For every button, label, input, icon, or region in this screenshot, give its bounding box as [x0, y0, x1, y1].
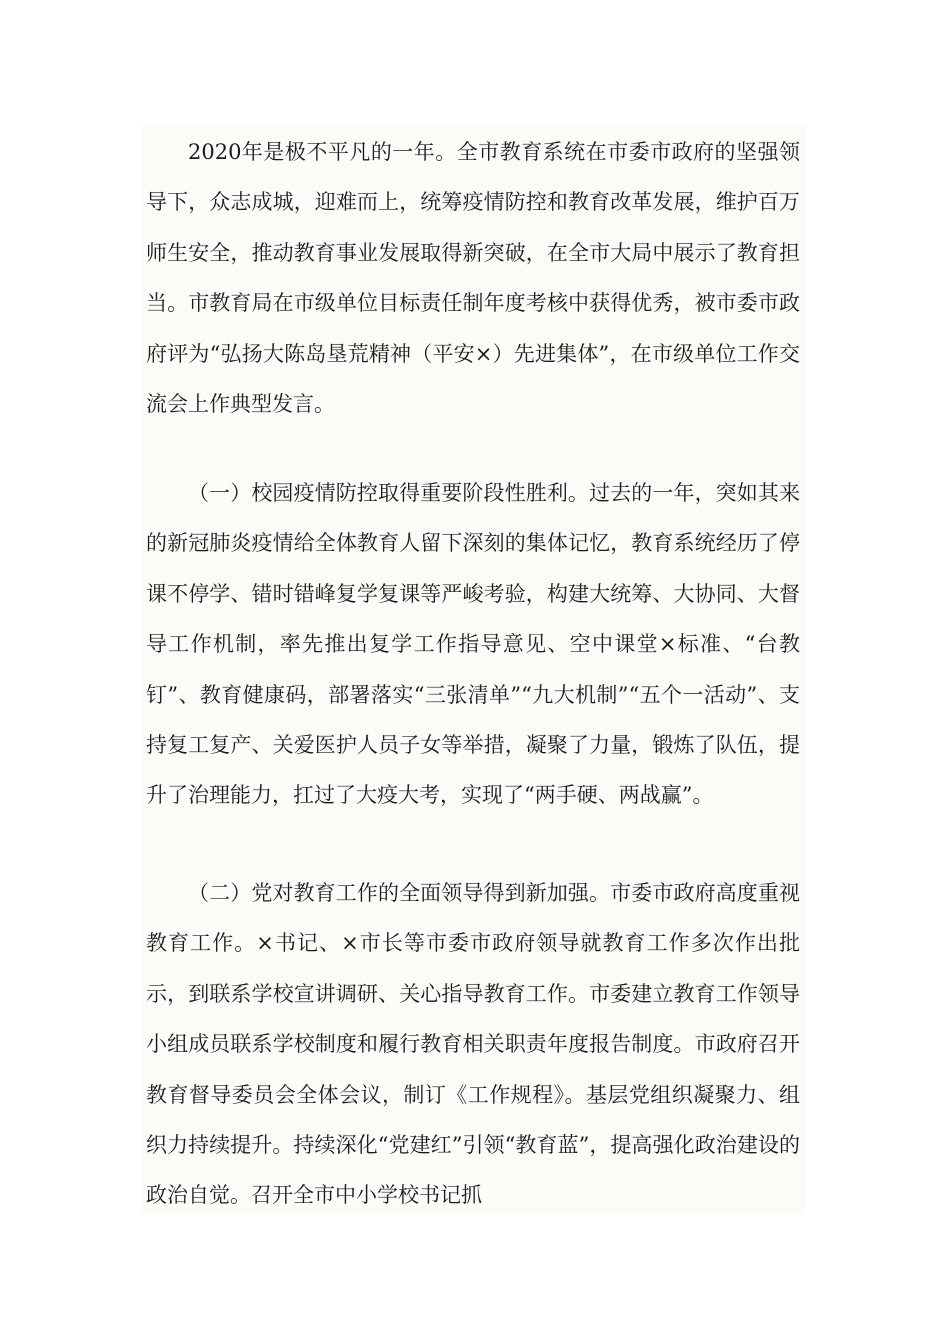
paragraph-section-2: （二）党对教育工作的全面领导得到新加强。市委市政府高度重视教育工作。×书记、×市长等市委市政府领导就教育工作多次作出批示，到联系学校宣讲调研、关心指导教育工作。市委建立教育工作领导小组成员联系学校制度和履行教育相关职责年度报告制度。市政府召开教育督导委员会全体会议，制订《工作规程》。基层党组织凝聚力、组织力持续提升。持续深化“党建红”引领“教育蓝”，提高强化政治建设的政治自觉。召开全市中小学校书记抓 — [146, 881, 800, 1208]
paragraph-intro: 2020年是极不平凡的一年。全市教育系统在市委市政府的坚强领导下，众志成城，迎难而上，统筹疫情防控和教育改革发展，维护百万师生安全，推动教育事业发展取得新突破，在全市大局中展示了教育担当。市教育局在市级单位目标责任制年度考核中获得优秀，被市委市政府评为“弘扬大陈岛垦荒精神（平安×）先进集体”，在市级单位工作交流会上作典型发言。 — [146, 140, 800, 417]
paragraph-section-1: （一）校园疫情防控取得重要阶段性胜利。过去的一年，突如其来的新冠肺炎疫情给全体教育人留下深刻的集体记忆，教育系统经历了停课不停学、错时错峰复学复课等严峻考验，构建大统筹、大协同、大督导工作机制，率先推出复学工作指导意见、空中课堂×标准、“台教钉”、教育健康码，部署落实“三张清单”“九大机制”“五个一活动”、支持复工复产、关爱医护人员子女等举措，凝聚了力量，锻炼了队伍，提升了治理能力，扛过了大疫大考，实现了“两手硬、两战赢”。 — [146, 481, 800, 808]
document-body — [142, 124, 806, 1214]
